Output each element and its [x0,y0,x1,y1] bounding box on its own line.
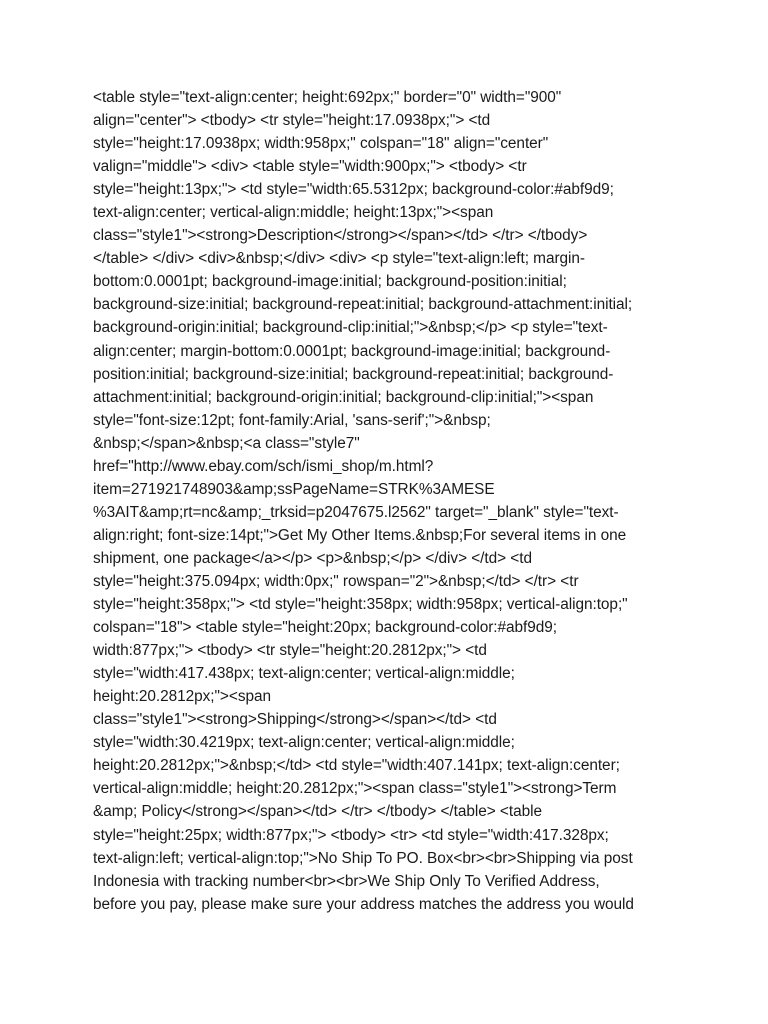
text-line: class="style1"><strong>Shipping</strong></span></td> <td [93,711,497,729]
text-line: valign="middle"> <div> <table style="width:900px;"> <tbody> <tr [93,158,527,176]
text-line: </table> </div> <div>&nbsp;</div> <div> <p style="text-align:left; margin- [93,250,585,268]
text-line: vertical-align:middle; height:20.2812px;"><span class="style1"><strong>Term [93,780,617,798]
text-line: align:center; margin-bottom:0.0001pt; background-image:initial; background- [93,342,611,360]
text-line: item=271921748903&amp;ssPageName=STRK%3AMESE [93,480,495,498]
text-line: style="height:17.0938px; width:958px;" colspan="18" align="center" [93,135,549,153]
text-line: text-align:left; vertical-align:top;">No Ship To PO. Box<br><br>Shipping via post [93,849,633,867]
document-page [93,86,673,916]
text-line: attachment:initial; background-origin:initial; background-clip:initial;"><span [93,388,594,406]
text-line: bottom:0.0001pt; background-image:initial; background-position:initial; [93,273,567,291]
text-line: text-align:center; vertical-align:middle; height:13px;"><span [93,204,494,222]
text-line: align="center"> <tbody> <tr style="height:17.0938px;"> <td [93,112,491,130]
text-line: before you pay, please make sure your address matches the address you would [93,895,634,913]
text-line: height:20.2812px;">&nbsp;</td> <td style="width:407.141px; text-align:center; [93,757,620,775]
text-line: align:right; font-size:14pt;">Get My Other Items.&nbsp;For several items in one [93,526,627,544]
text-line: colspan="18"> <table style="height:20px; background-color:#abf9d9; [93,619,558,637]
text-line: height:20.2812px;"><span [93,688,271,706]
text-line: style="height:13px;"> <td style="width:65.5312px; background-color:#abf9d9; [93,181,614,199]
text-line: href="http://www.ebay.com/sch/ismi_shop/m.html? [93,457,434,475]
text-line: &nbsp;</span>&nbsp;<a class="style7" [93,434,360,452]
text-line: position:initial; background-size:initial; background-repeat:initial; background- [93,365,614,383]
text-line: Indonesia with tracking number<br><br>We Ship Only To Verified Address, [93,872,600,890]
text-line: %3AIT&amp;rt=nc&amp;_trksid=p2047675.l2562" target="_blank" style="text- [93,503,619,521]
text-line: shipment, one package</a></p> <p>&nbsp;</p> </div> </td> <td [93,549,532,567]
text-line: <table style="text-align:center; height:692px;" border="0" width="900" [93,89,562,106]
text-line: style="height:375.094px; width:0px;" rowspan="2">&nbsp;</td> </tr> <tr [93,572,579,590]
text-line: style="height:25px; width:877px;"> <tbody> <tr> <td style="width:417.328px; [93,826,609,844]
text-line: background-origin:initial; background-clip:initial;">&nbsp;</p> <p style="text- [93,319,608,337]
text-line: &amp; Policy</strong></span></td> </tr> </tbody> </table> <table [93,803,542,821]
text-line: background-size:initial; background-repeat:initial; background-attachment:initial; [93,296,633,314]
text-line: class="style1"><strong>Description</strong></span></td> </tr> </tbody> [93,227,588,245]
text-line: width:877px;"> <tbody> <tr style="height:20.2812px;"> <td [93,642,487,660]
text-line: style="font-size:12pt; font-family:Arial, 'sans-serif';">&nbsp; [93,411,491,429]
text-line: style="height:358px;"> <td style="height:358px; width:958px; vertical-align:top;" [93,596,628,614]
text-line: style="width:417.438px; text-align:center; vertical-align:middle; [93,665,515,683]
text-line: style="width:30.4219px; text-align:center; vertical-align:middle; [93,734,515,752]
